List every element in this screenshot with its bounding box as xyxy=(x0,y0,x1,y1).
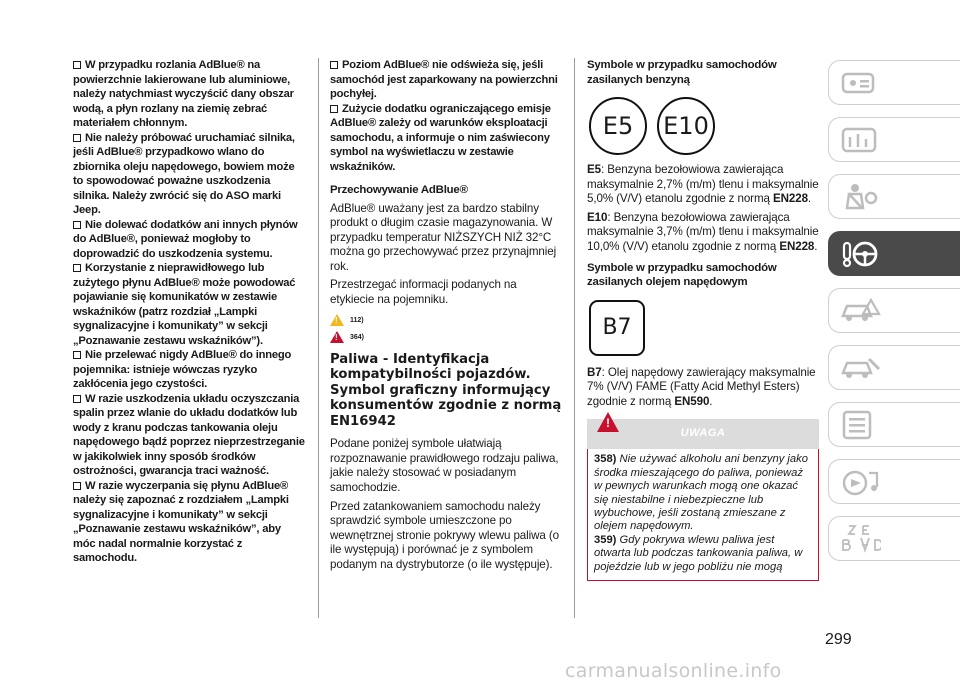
b7-description: B7: Olej napędowy zawierający maksymalnie 7% (V/V) FAME (Fatty Acid Methyl Esters) zgodnie z normą EN590. xyxy=(587,365,816,408)
warning-item: Poziom AdBlue® nie odświeża się, jeśli samochód jest zaparkowany na powierzchni pochyłej. xyxy=(330,59,558,100)
storage-paragraph: AdBlue® uważany jest za bardzo stabilny produkt o długim czasie magazynowania. W przypadku temperatur NIŻSZYCH NIŻ 32°C można go przechowywać przez przynajmniej rok. xyxy=(330,201,557,273)
warning-header xyxy=(587,416,819,449)
checkbox-bullet-icon xyxy=(73,134,81,142)
tab-emergency[interactable] xyxy=(828,288,960,333)
warning-item: Nie dolewać dodatków ani innych płynów do AdBlue®, ponieważ mogłoby to doprowadzić do uszkodzenia systemu. xyxy=(73,218,298,260)
warning-entry: 359) Gdy pokrywa wlewu paliwa jest otwarta lub podczas tankowania paliwa, w pojeździe lub w jego pobliżu nie mogą xyxy=(594,533,803,573)
e5-description: E5: Benzyna bezołowiowa zawierająca maksymalnie 2,7% (m/m) tlenu i maksymalnie 5,0% (V/V) etanolu zgodnie z normą EN228. xyxy=(587,163,819,206)
warning-item: W przypadku rozlania AdBlue® na powierzchnie lakierowane lub aluminiowe, należy natychmiast wyczyścić dany obszar wodą, a płyn rozlany na ziemię zebrać materiałem chłonnym. xyxy=(73,59,294,129)
tab-dashboard-gauges[interactable] xyxy=(828,117,960,162)
e10-fuel-symbol: E10 xyxy=(657,97,715,155)
checkbox-bullet-icon xyxy=(73,264,81,272)
column-2 xyxy=(330,58,562,577)
specifications-list-icon xyxy=(841,410,881,440)
column-3 xyxy=(587,58,819,581)
column-1 xyxy=(73,58,305,566)
danger-triangle-icon: ! xyxy=(597,412,619,432)
section-title: Paliwa - Identyfikacja kompatybilności pojazdów. Symbol graficzny informujący konsumentów zgodnie z normą EN16942 xyxy=(330,351,562,429)
warning-reference: ! 112) xyxy=(330,312,562,329)
dashboard-info-icon xyxy=(841,68,881,98)
car-warning-icon xyxy=(841,296,881,326)
checkbox-bullet-icon xyxy=(330,105,338,113)
warning-entry: 358) Nie używać alkoholu ani benzyny jako środka mieszającego do paliwa, ponieważ w pewnych warunkach mogą one okazać się niestabilne i niebezpieczne lub wybuchowe, jeśli zostaną zmieszane z olejem napędowym. xyxy=(594,453,808,533)
warning-item: Korzystanie z nieprawidłowego lub zużytego płynu AdBlue® może powodować pojawianie się komunikatów w zestawie wskaźników (patrz rozdział „Lampki sygnalizacyjne i komunikaty” w sekcji „Poznawanie zestawu wskaźników”). xyxy=(73,262,296,347)
multimedia-icon xyxy=(841,467,881,497)
tab-service[interactable] xyxy=(828,345,960,390)
column-divider xyxy=(574,58,575,618)
e5-fuel-symbol: E5 xyxy=(589,97,647,155)
petrol-heading: Symbole w przypadku samochodów zasilanych benzyną xyxy=(587,59,777,86)
checkbox-bullet-icon xyxy=(73,221,81,229)
warning-reference: ! 364) xyxy=(330,329,562,346)
checkbox-bullet-icon xyxy=(73,395,81,403)
warning-item: W razie wyczerpania się płynu AdBlue® należy się zapoznać z rozdziałem „Lampki sygnalizacyjne i komunikaty” w sekcji „Poznawanie zestawu wskaźników”, aby móc nadal normalnie korzystać z samochodu. xyxy=(73,479,289,564)
warning-item: Nie przelewać nigdy AdBlue® do innego pojemnika: istnieje wówczas ryzyko zakłócenia jego czystości. xyxy=(73,349,292,390)
tab-dashboard-info[interactable] xyxy=(828,60,960,105)
storage-paragraph: Przestrzegać informacji podanych na etykiecie na pojemniku. xyxy=(330,278,517,307)
checkbox-bullet-icon xyxy=(330,61,338,69)
index-letters-icon xyxy=(841,524,881,554)
tab-specifications[interactable] xyxy=(828,402,960,447)
b7-fuel-symbol: B7 xyxy=(589,300,645,356)
chapter-tabs xyxy=(828,60,960,573)
caution-triangle-icon: ! xyxy=(330,314,344,326)
body-paragraph: Podane poniżej symbole ułatwiają rozpoznawanie prawidłowego rodzaju paliwa, jakie należy stosować w posiadanym samochodzie. xyxy=(330,437,559,494)
page-number: 299 xyxy=(825,631,852,648)
storage-heading: Przechowywanie AdBlue® xyxy=(330,184,468,196)
warning-item: W razie uszkodzenia układu oczyszczania spalin przez wlanie do układu dodatków lub wody z kranu podczas tankowania oleju napędowego bądź poprzez nieprzestrzeganie w jakikolwiek inny sposób środków ostrożności, gwarancja traci ważność. xyxy=(73,392,305,477)
body-paragraph: Przed zatankowaniem samochodu należy sprawdzić symbole umieszczone po wewnętrznej stronie pokrywy wlewu paliwa (o ile występują) i porównać je z symbolem podanym na dystrybutorze (o ile występuje). xyxy=(330,499,559,571)
checkbox-bullet-icon xyxy=(73,61,81,69)
warning-box xyxy=(587,449,819,581)
petrol-symbols xyxy=(589,97,819,155)
car-service-icon xyxy=(841,353,881,383)
warning-title: UWAGA xyxy=(680,427,726,440)
watermark: carmanualsonline.info xyxy=(565,660,782,682)
tab-starting-driving[interactable] xyxy=(828,231,960,276)
warning-item: Zużycie dodatku ograniczającego emisje AdBlue® zależy od warunków eksploatacji samochodu, a informuje o nim zaświecony symbol na wyświetlaczu w zestawie wskaźników. xyxy=(330,102,551,173)
key-steering-wheel-icon xyxy=(841,239,881,269)
tab-index[interactable] xyxy=(828,516,960,561)
warning-item: Nie należy próbować uruchamiać silnika, jeśli AdBlue® przypadkowo wlano do zbiornika oleju napędowego, bowiem może to spowodować poważne uszkodzenia silnika. Należy zwrócić się do ASO marki Jeep. xyxy=(73,131,295,216)
dashboard-gauges-icon xyxy=(841,125,881,155)
checkbox-bullet-icon xyxy=(73,482,81,490)
checkbox-bullet-icon xyxy=(73,351,81,359)
danger-triangle-icon: ! xyxy=(330,331,344,343)
seatbelt-airbag-icon xyxy=(841,182,881,212)
column-divider xyxy=(318,58,319,618)
diesel-heading: Symbole w przypadku samochodów zasilanych olejem napędowym xyxy=(587,261,777,289)
tab-safety[interactable] xyxy=(828,174,960,219)
tab-multimedia[interactable] xyxy=(828,459,960,504)
e10-description: E10: Benzyna bezołowiowa zawierająca maksymalnie 3,7% (m/m) tlenu i maksymalnie 10,0% (V/V) etanolu zgodnie z normą EN228. xyxy=(587,210,819,253)
